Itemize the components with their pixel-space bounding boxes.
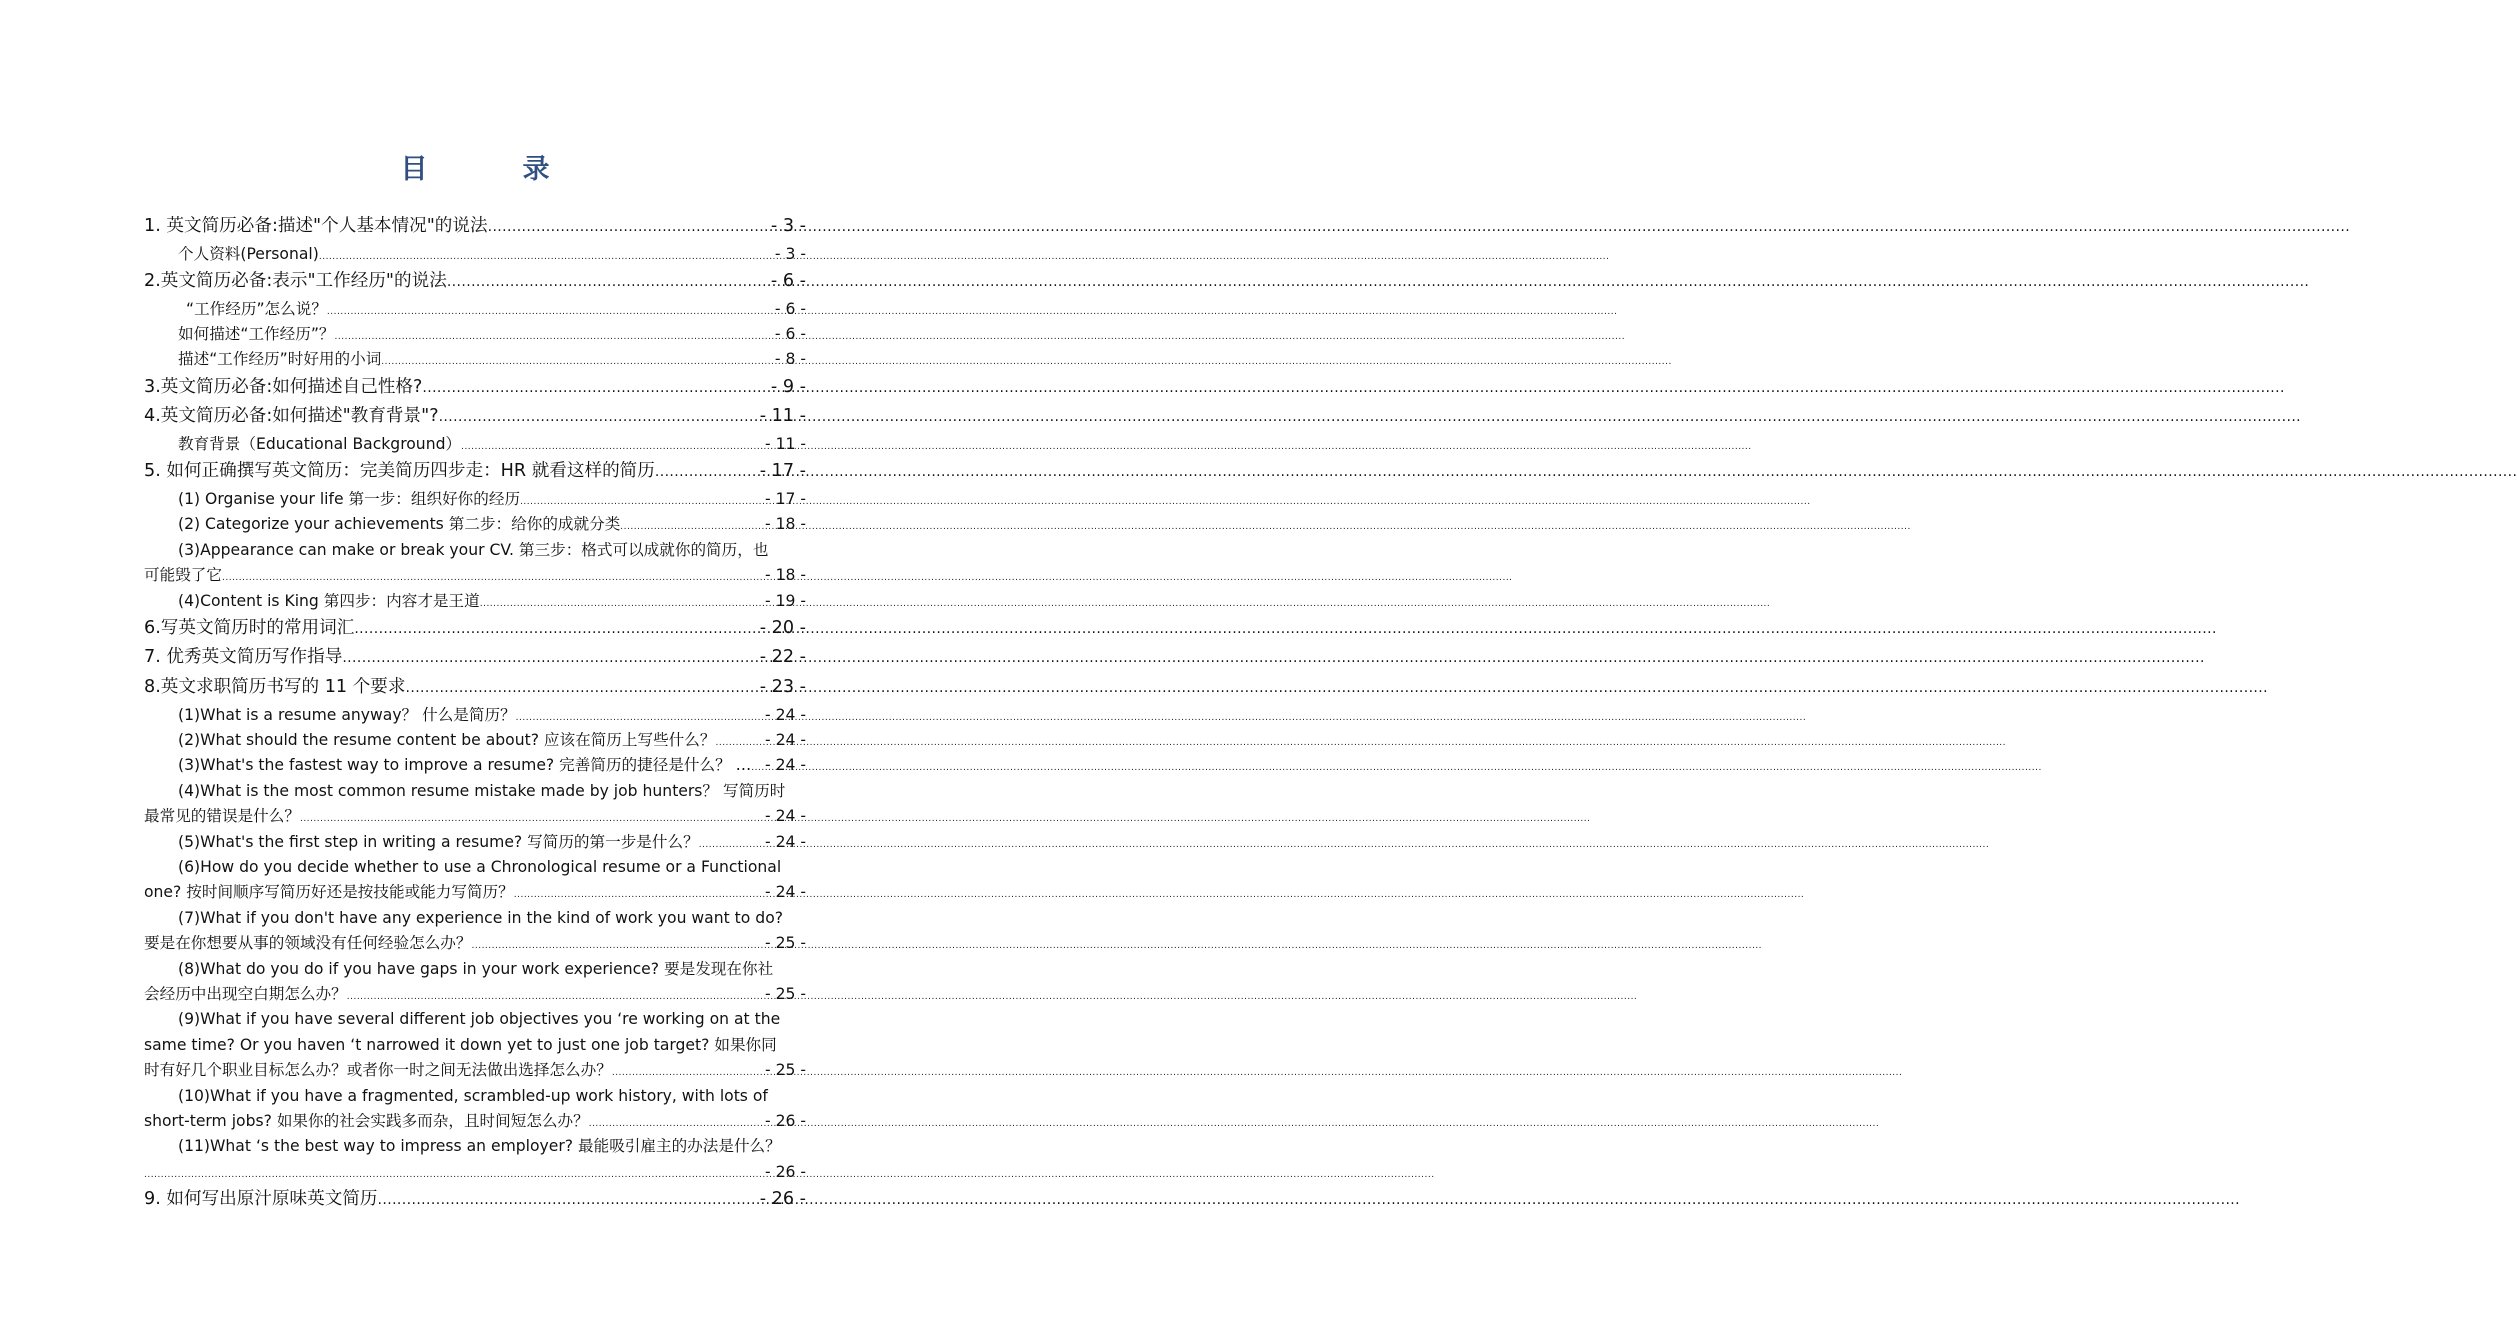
toc-entry-text: (3)What's the fastest way to improve a resume? 完善简历的捷径是什么？ … (178, 756, 752, 775)
toc-entry-text: 6.写英文简历时的常用词汇 (144, 617, 355, 638)
dot-leader (354, 615, 758, 645)
toc-page-number: - 24 - (764, 883, 806, 902)
toc-page-number: - 26 - (764, 1112, 806, 1131)
toc-page-number: - 18 - (764, 566, 806, 585)
toc-page-number: - 25 - (764, 985, 806, 1004)
toc-page-number: - 8 - (774, 350, 806, 369)
toc-subentry[interactable] (144, 1084, 806, 1135)
toc-entry-text: 5. 如何正确撰写英文简历：完美简历四步走：HR 就看这样的简历 (144, 461, 655, 482)
toc-page-number: - 24 - (764, 832, 806, 851)
toc-entry[interactable] (144, 402, 806, 432)
toc-subentry[interactable] (144, 432, 806, 457)
toc-page-number: - 24 - (764, 731, 806, 750)
toc-subentry[interactable] (144, 322, 806, 347)
dot-leader (488, 213, 770, 243)
toc-subentry[interactable] (144, 855, 806, 906)
toc-subentry[interactable] (144, 487, 806, 512)
toc-entry[interactable] (144, 673, 806, 703)
toc-entry-text-line: (9)What if you have several different job objectives you ‘re working on at the (178, 1010, 781, 1029)
toc-page-number: - 18 - (764, 515, 806, 534)
toc-entry-text: “工作经历”怎么说？ (186, 299, 327, 318)
toc-page-number: - 11 - (759, 406, 806, 427)
toc-subentry[interactable] (144, 957, 806, 1008)
toc-page-number: - 17 - (764, 489, 806, 508)
toc-entry-text: 时有好几个职业目标怎么办？或者你一时之间无法做出选择怎么办？ (144, 1061, 612, 1080)
toc-subentry[interactable] (144, 538, 806, 589)
toc-subentry[interactable] (144, 242, 806, 267)
toc-entry-text: short-term jobs? 如果你的社会实践多而杂，且时间短怎么办？ (144, 1112, 589, 1131)
toc-subentry[interactable] (144, 1007, 806, 1083)
toc-entry-text-line: (7)What if you don't have any experience in the kind of work you want to do? (178, 908, 784, 927)
toc-entry-text: (2)What should the resume content be about? 应该在简历上写些什么？ (178, 731, 716, 750)
toc-entry-text: (2) Categorize your achievements 第二步：给你的成就分类 (178, 515, 621, 534)
toc-page-number: - 25 - (764, 934, 806, 953)
toc-entry-text: 4.英文简历必备:如何描述"教育背景"? (144, 406, 439, 427)
toc-entry-text: 可能毁了它 (144, 566, 222, 585)
toc-entry[interactable] (144, 643, 806, 673)
toc-entry-text: 如何描述“工作经历”？ (178, 324, 335, 343)
toc-page-number: - 17 - (759, 461, 806, 482)
toc-entry-text: 8.英文求职简历书写的 11 个要求 (144, 677, 406, 698)
toc-entry-text-line: (3)Appearance can make or break your CV. 第三步：格式可以成就你的简历，也 (178, 540, 769, 559)
toc-entry[interactable] (144, 212, 806, 242)
toc-subentry[interactable] (144, 906, 806, 957)
toc-entry-text: 要是在你想要从事的领域没有任何经验怎么办？ (144, 934, 472, 953)
toc-entry-text: 3.英文简历必备:如何描述自己性格? (144, 376, 423, 397)
toc-subentry[interactable] (144, 589, 806, 614)
toc-entry-text: (1)What is a resume anyway？ 什么是简历？ (178, 705, 516, 724)
toc-page-number: - 6 - (774, 324, 806, 343)
toc-page-number: - 22 - (759, 647, 806, 668)
dot-leader (447, 268, 770, 298)
toc-entry-text: 9. 如何写出原汁原味英文简历 (144, 1189, 378, 1210)
toc-page-number: - 26 - (764, 1162, 806, 1181)
toc-entry-text: 7. 优秀英文简历写作指导 (144, 647, 343, 668)
toc-subentry[interactable] (144, 703, 806, 728)
toc-page-number: - 6 - (770, 270, 806, 291)
toc-subentry[interactable] (144, 297, 806, 322)
toc-entry[interactable] (144, 267, 806, 297)
toc-page-number: - 3 - (770, 216, 806, 236)
toc-entry[interactable] (144, 373, 806, 403)
toc-page-number: - 20 - (759, 617, 806, 638)
toc-entry-text-line: (8)What do you do if you have gaps in your work experience? 要是发现在你社 (178, 959, 774, 978)
dot-leader (378, 1186, 759, 1216)
toc-entry-text: 描述“工作经历”时好用的小词 (178, 350, 382, 369)
toc-entry-text: 教育背景（Educational Background） (178, 434, 462, 453)
toc-page-number: - 24 - (764, 807, 806, 826)
toc-page-number: - 26 - (759, 1189, 806, 1210)
toc-entry-text: one? 按时间顺序写简历好还是按技能或能力写简历？ (144, 883, 514, 902)
toc-entry-text: 会经历中出现空白期怎么办？ (144, 985, 347, 1004)
toc-subentry[interactable] (144, 347, 806, 372)
toc-page-number: - 23 - (759, 677, 806, 698)
dot-leader (406, 674, 759, 704)
toc-subentry[interactable] (144, 830, 806, 855)
toc-entry-text: (4)Content is King 第四步：内容才是王道 (178, 591, 480, 610)
toc-subentry[interactable] (144, 1134, 806, 1185)
toc-entry[interactable] (144, 457, 806, 487)
toc-page-number: - 25 - (764, 1061, 806, 1080)
toc-entry-text: 1. 英文简历必备:描述"个人基本情况"的说法 (144, 216, 488, 236)
toc-subentry[interactable] (144, 728, 806, 753)
toc-entry[interactable] (144, 614, 806, 644)
toc-page-number: - 11 - (764, 434, 806, 453)
dot-leader (439, 403, 759, 433)
toc-page-number: - 3 - (774, 244, 806, 263)
dot-leader (422, 374, 770, 404)
toc-entry-text: (5)What's the first step in writing a resume? 写简历的第一步是什么？ (178, 832, 699, 851)
toc-entry-text: (1) Organise your life 第一步：组织好你的经历 (178, 489, 521, 508)
toc-entry-text: 最常见的错误是什么？ (144, 807, 300, 826)
dot-leader (342, 644, 758, 674)
table-of-contents (144, 212, 806, 1215)
toc-entry[interactable] (144, 1185, 806, 1215)
toc-entry-text-line: (6)How do you decide whether to use a Chronological resume or a Functional (178, 858, 782, 877)
toc-page-number: - 24 - (764, 756, 806, 775)
toc-page-number: - 9 - (770, 376, 806, 397)
toc-subentry[interactable] (144, 779, 806, 830)
toc-subentry[interactable] (144, 753, 806, 778)
toc-entry-text-line: same time? Or you haven ‘t narrowed it down yet to just one job target? 如果你同 (144, 1035, 777, 1054)
toc-subentry[interactable] (144, 512, 806, 537)
toc-page-number: - 24 - (764, 705, 806, 724)
toc-entry-text-line: (10)What if you have a fragmented, scrambled-up work history, with lots of (178, 1086, 768, 1105)
toc-entry-text-line: (4)What is the most common resume mistake made by job hunters？ 写简历时 (178, 781, 786, 800)
toc-page-number: - 6 - (774, 299, 806, 318)
page-title: 目 录 (400, 154, 584, 185)
toc-entry-text: 个人资料(Personal) (178, 244, 319, 263)
toc-page-number: - 19 - (764, 591, 806, 610)
toc-entry-text: 2.英文简历必备:表示"工作经历"的说法 (144, 270, 447, 291)
toc-entry-text-line: (11)What ‘s the best way to impress an employer? 最能吸引雇主的办法是什么？ (178, 1137, 781, 1156)
dot-leader (655, 458, 759, 488)
